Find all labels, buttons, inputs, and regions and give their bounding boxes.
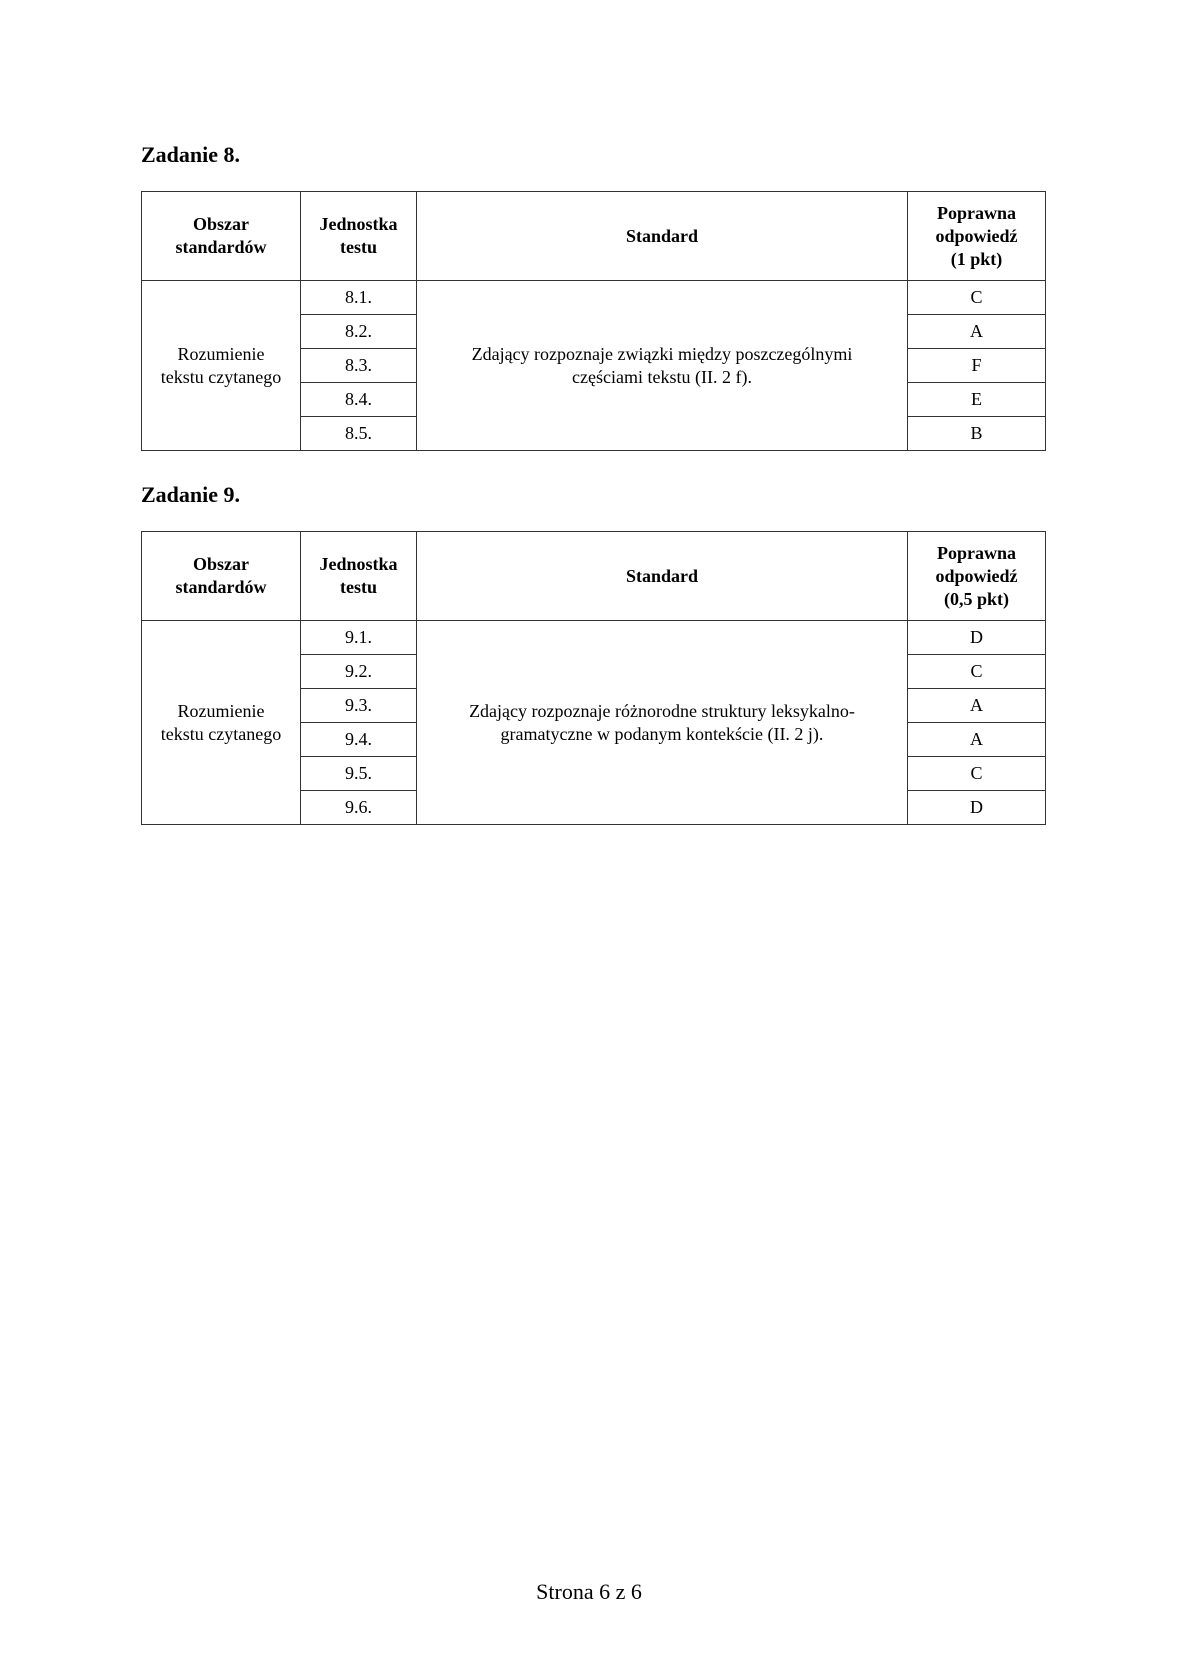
text-line: Obszar bbox=[193, 554, 249, 574]
table-row bbox=[142, 281, 1046, 315]
header-standard: Standard bbox=[417, 532, 908, 621]
header-answer bbox=[908, 192, 1046, 281]
area-cell bbox=[142, 621, 301, 825]
area-cell bbox=[142, 281, 301, 451]
unit-cell: 9.2. bbox=[301, 655, 417, 689]
header-standard: Standard bbox=[417, 192, 908, 281]
unit-cell: 8.1. bbox=[301, 281, 417, 315]
answer-cell: A bbox=[908, 689, 1046, 723]
header-area bbox=[142, 192, 301, 281]
task-9-table bbox=[141, 531, 1046, 825]
page-number: Strona 6 z 6 bbox=[536, 1579, 642, 1604]
answer-cell: F bbox=[908, 349, 1046, 383]
standard-cell bbox=[417, 281, 908, 451]
text-line: testu bbox=[340, 577, 377, 597]
unit-cell: 9.5. bbox=[301, 757, 417, 791]
answer-cell: C bbox=[908, 281, 1046, 315]
unit-cell: 8.5. bbox=[301, 417, 417, 451]
answer-cell: D bbox=[908, 791, 1046, 825]
text-line: Rozumienie bbox=[177, 343, 265, 364]
text-line: Rozumienie bbox=[177, 700, 265, 721]
text-line: gramatyczne w podanym kontekście (II. 2 j). bbox=[500, 723, 824, 744]
header-unit bbox=[301, 192, 417, 281]
task-8-heading: Zadanie 8. bbox=[141, 142, 241, 167]
unit-cell: 8.2. bbox=[301, 315, 417, 349]
header-row bbox=[142, 192, 1046, 281]
task-9-heading: Zadanie 9. bbox=[141, 482, 241, 507]
answer-cell: E bbox=[908, 383, 1046, 417]
unit-cell: 8.4. bbox=[301, 383, 417, 417]
unit-cell: 8.3. bbox=[301, 349, 417, 383]
answer-cell: C bbox=[908, 757, 1046, 791]
answer-cell: D bbox=[908, 621, 1046, 655]
text-line: Poprawna bbox=[936, 202, 1016, 223]
text-line: Zdający rozpoznaje związki między poszczególnymi bbox=[471, 343, 853, 364]
text-line: (1 pkt) bbox=[950, 248, 1003, 269]
answer-cell: B bbox=[908, 417, 1046, 451]
text-line: Obszar bbox=[193, 214, 249, 234]
answer-cell: C bbox=[908, 655, 1046, 689]
text-line: standardów bbox=[175, 577, 267, 597]
text-line: tekstu czytanego bbox=[160, 723, 282, 744]
text-line: Jednostka bbox=[319, 554, 398, 574]
text-line: Jednostka bbox=[319, 214, 398, 234]
header-answer bbox=[908, 532, 1046, 621]
text-line: testu bbox=[340, 237, 377, 257]
answer-cell: A bbox=[908, 723, 1046, 757]
answer-cell: A bbox=[908, 315, 1046, 349]
header-unit bbox=[301, 532, 417, 621]
text-line: standardów bbox=[175, 237, 267, 257]
unit-cell: 9.6. bbox=[301, 791, 417, 825]
text-line: odpowiedź bbox=[935, 225, 1018, 246]
unit-cell: 9.1. bbox=[301, 621, 417, 655]
text-line: (0,5 pkt) bbox=[943, 588, 1009, 609]
header-area bbox=[142, 532, 301, 621]
text-line: Poprawna bbox=[936, 542, 1016, 563]
text-line: częściami tekstu (II. 2 f). bbox=[572, 366, 752, 387]
task-8-table bbox=[141, 191, 1046, 451]
unit-cell: 9.3. bbox=[301, 689, 417, 723]
text-line: odpowiedź bbox=[935, 565, 1018, 586]
standard-cell bbox=[417, 621, 908, 825]
unit-cell: 9.4. bbox=[301, 723, 417, 757]
table-row bbox=[142, 621, 1046, 655]
text-line: Zdający rozpoznaje różnorodne struktury leksykalno- bbox=[469, 700, 855, 721]
text-line: tekstu czytanego bbox=[160, 366, 282, 387]
header-row bbox=[142, 532, 1046, 621]
